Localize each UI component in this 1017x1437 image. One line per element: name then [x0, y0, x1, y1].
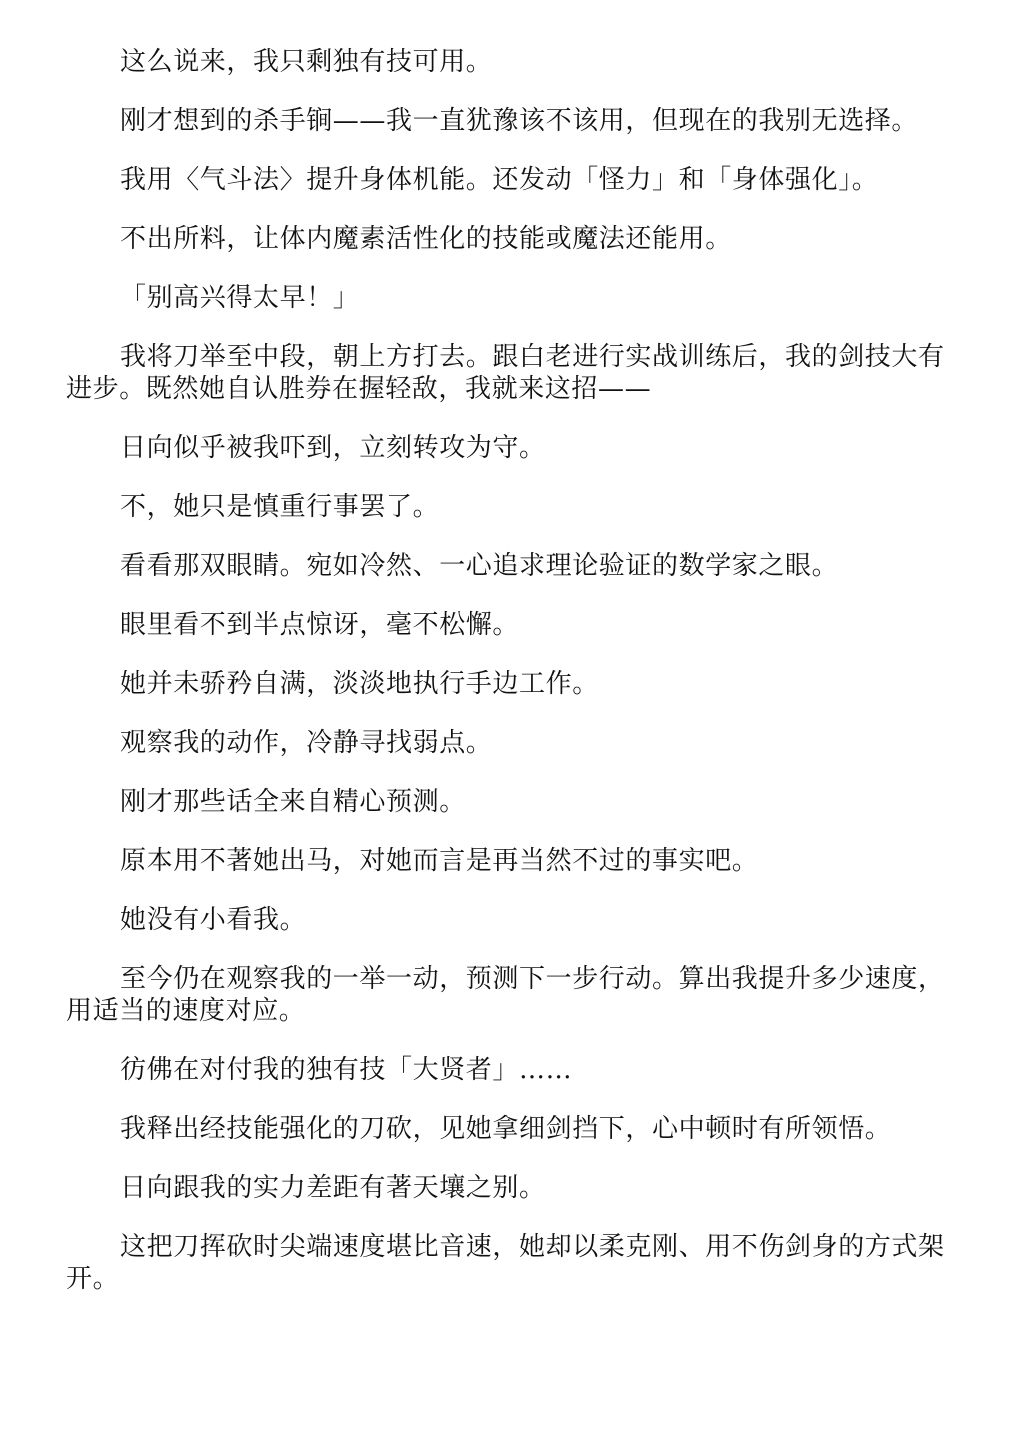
paragraph: 不，她只是慎重行事罢了。: [120, 492, 440, 522]
paragraph: 她并未骄矜自满，淡淡地执行手边工作。: [120, 669, 599, 699]
paragraph: 不出所料，让体内魔素活性化的技能或魔法还能用。: [120, 224, 732, 254]
paragraph: 我将刀举至中段，朝上方打去。跟白老进行实战训练后，我的剑技大有进步。既然她自认胜券在握轻敌，我就来这招——: [66, 342, 945, 404]
paragraph: 观察我的动作，冷静寻找弱点。: [120, 728, 493, 758]
paragraph: 这么说来，我只剩独有技可用。: [120, 47, 493, 77]
paragraph: 看看那双眼睛。宛如冷然、一心追求理论验证的数学家之眼。: [120, 551, 839, 581]
paragraph: 刚才那些话全来自精心预测。: [120, 787, 466, 817]
paragraph: 眼里看不到半点惊讶，毫不松懈。: [120, 610, 520, 640]
paragraph: 至今仍在观察我的一举一动，预测下一步行动。算出我提升多少速度，用适当的速度对应。: [66, 964, 945, 1026]
paragraph: 她没有小看我。: [120, 905, 307, 935]
paragraph: 日向似乎被我吓到，立刻转攻为守。: [120, 433, 546, 463]
paragraph: 「别高兴得太早！」: [120, 283, 360, 313]
paragraph: 原本用不著她出马，对她而言是再当然不过的事实吧。: [120, 846, 759, 876]
document-page: [66, 46, 946, 1322]
paragraph: 这把刀挥砍时尖端速度堪比音速，她却以柔克刚、用不伤剑身的方式架开。: [66, 1232, 945, 1294]
paragraph: 彷佛在对付我的独有技「大贤者」……: [120, 1055, 573, 1085]
paragraph: 我释出经技能强化的刀砍，见她拿细剑挡下，心中顿时有所领悟。: [120, 1114, 892, 1144]
paragraph: 我用〈气斗法〉提升身体机能。还发动「怪力」和「身体强化」。: [120, 165, 879, 195]
paragraph: 刚才想到的杀手锏——我一直犹豫该不该用，但现在的我别无选择。: [120, 106, 919, 136]
paragraph: 日向跟我的实力差距有著天壤之别。: [120, 1173, 546, 1203]
